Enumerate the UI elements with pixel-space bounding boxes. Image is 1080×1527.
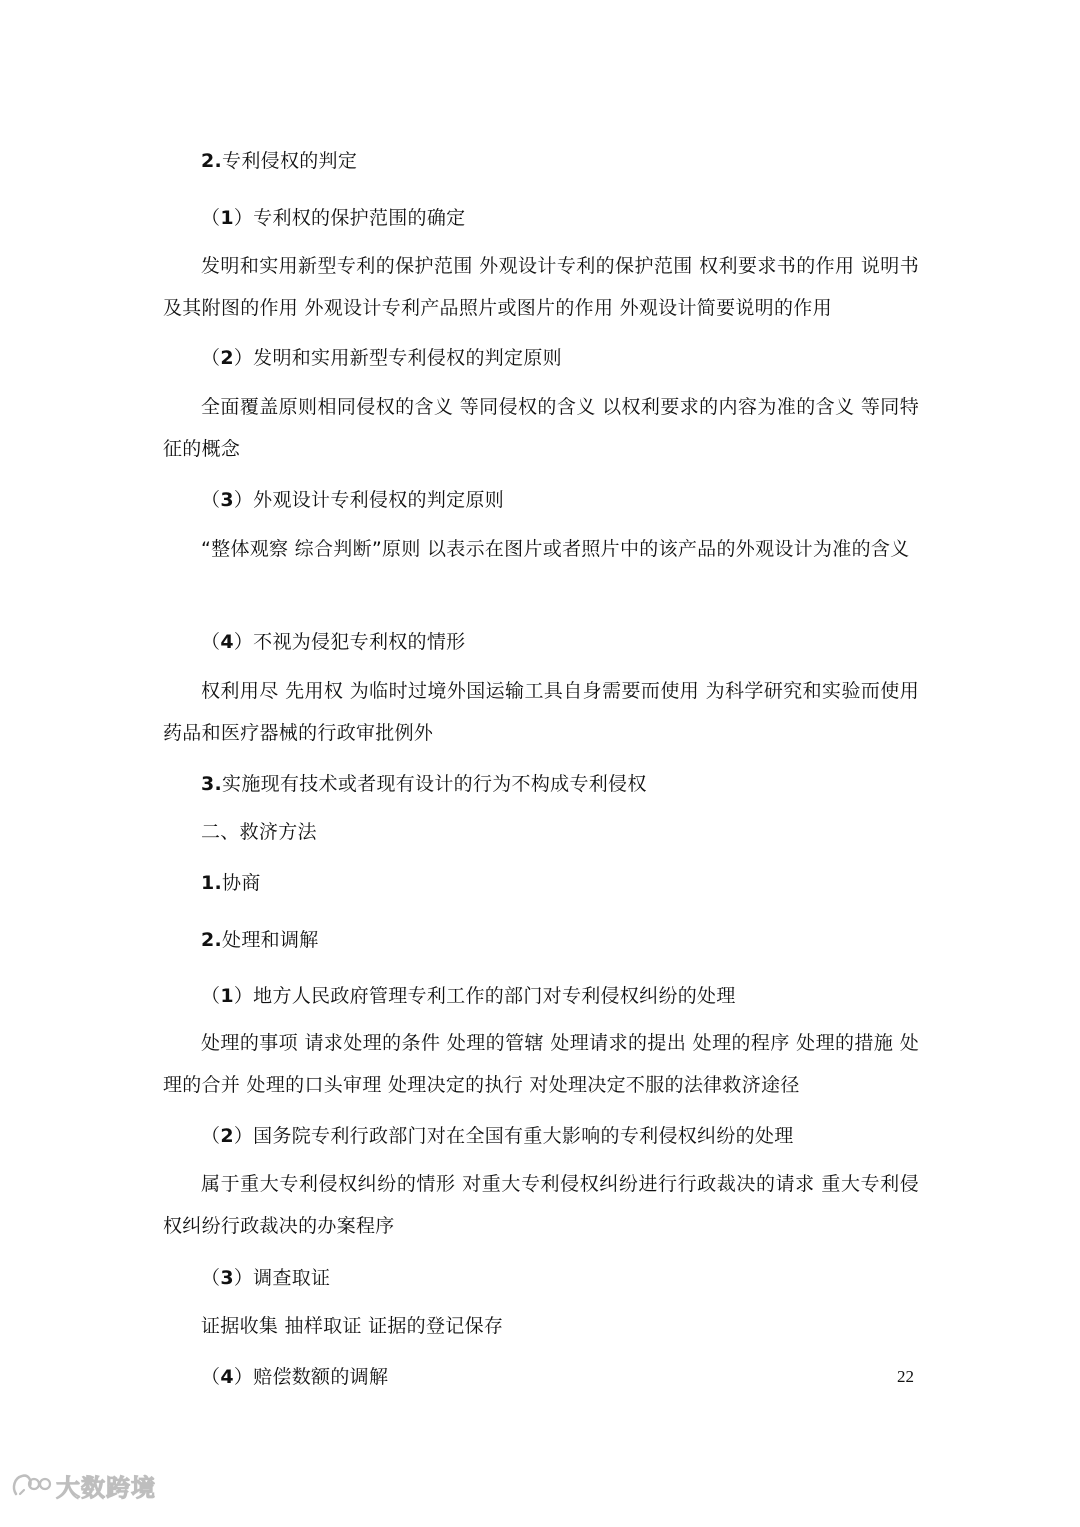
paragraph: 处理的事项 请求处理的条件 处理的管辖 处理请求的提出 处理的程序 处理的措施 处理的合并 处理的口头审理 处理决定的执行 对处理决定不服的法律救济途径 xyxy=(163,1032,919,1096)
subsection-heading: （3）调查取证 xyxy=(201,1267,331,1289)
subsection-heading: （1）专利权的保护范围的确定 xyxy=(201,207,466,229)
subsection-heading: （1）地方人民政府管理专利工作的部门对专利侵权纠纷的处理 xyxy=(201,985,736,1007)
subsection-heading: （4）不视为侵犯专利权的情形 xyxy=(201,631,466,653)
section-heading: 2.专利侵权的判定 xyxy=(201,150,358,172)
paragraph: 发明和实用新型专利的保护范围 外观设计专利的保护范围 权利要求书的作用 说明书及其附图的作用 外观设计专利产品照片或图片的作用 外观设计简要说明的作用 xyxy=(163,255,919,319)
subsection-heading: （2）国务院专利行政部门对在全国有重大影响的专利侵权纠纷的处理 xyxy=(201,1125,794,1147)
section-heading: 2.处理和调解 xyxy=(201,929,319,951)
paragraph: 权利用尽 先用权 为临时过境外国运输工具自身需要而使用 为科学研究和实验而使用 药品和医疗器械的行政审批例外 xyxy=(163,680,919,744)
section-heading: 1.协商 xyxy=(201,872,261,894)
subsection-heading: （2）发明和实用新型专利侵权的判定原则 xyxy=(201,347,562,369)
paragraph: 属于重大专利侵权纠纷的情形 对重大专利侵权纠纷进行行政裁决的请求 重大专利侵权纠纷行政裁决的办案程序 xyxy=(163,1173,919,1237)
brand-watermark-text: 大数跨境 xyxy=(56,1474,156,1502)
watermark xyxy=(10,1468,156,1503)
subsection-heading: （3）外观设计专利侵权的判定原则 xyxy=(201,489,505,511)
subsection-heading: （4）赔偿数额的调解 xyxy=(201,1366,389,1388)
chapter-heading: 二、救济方法 xyxy=(201,821,317,843)
page-number: 22 xyxy=(897,1367,914,1386)
paragraph: 全面覆盖原则相同侵权的含义 等同侵权的含义 以权利要求的内容为准的含义 等同特征的概念 xyxy=(163,396,919,460)
section-heading: 3.实施现有技术或者现有设计的行为不构成专利侵权 xyxy=(201,773,647,795)
paragraph: “整体观察 综合判断”原则 以表示在图片或者照片中的该产品的外观设计为准的含义 xyxy=(201,538,910,560)
logo-icon xyxy=(10,1470,54,1502)
paragraph: 证据收集 抽样取证 证据的登记保存 xyxy=(201,1315,504,1337)
